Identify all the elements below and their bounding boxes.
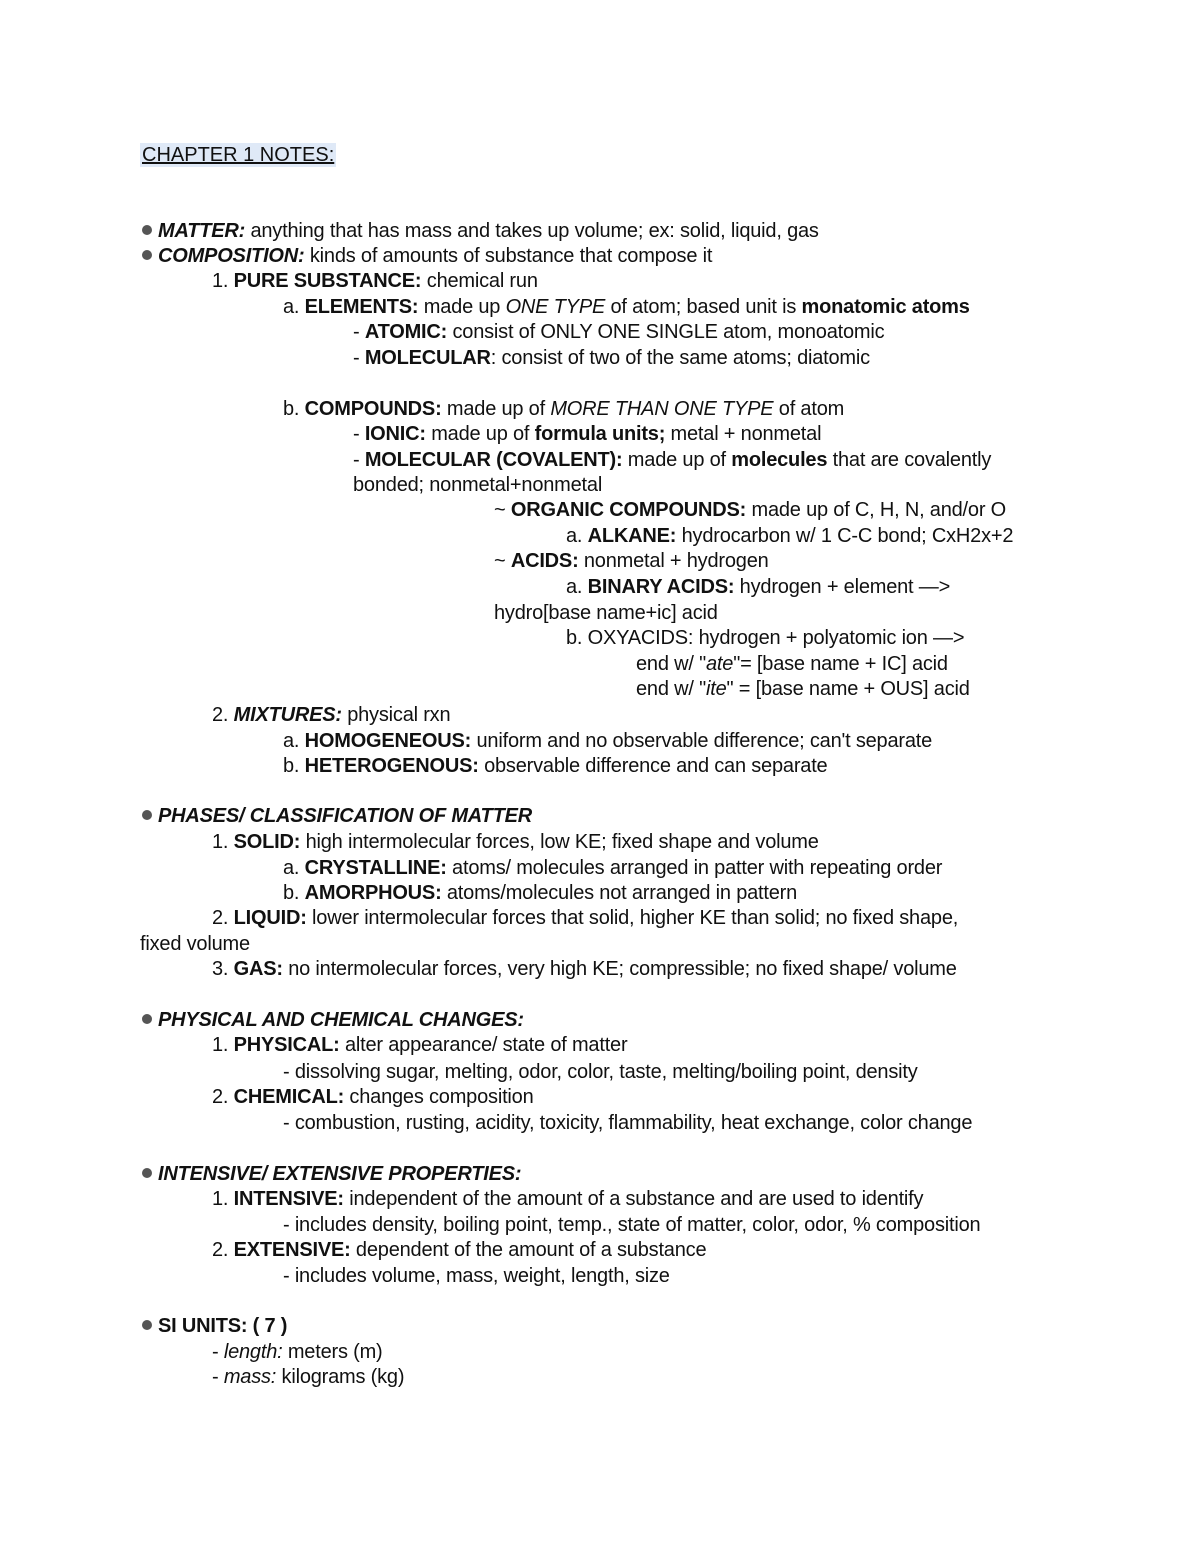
note-text: hydrogen + element —> [734,576,951,598]
note-text: - [353,321,365,343]
note-text: physical rxn [341,704,451,726]
note-text: - includes volume, mass, weight, length, size [283,1265,670,1287]
note-text: HETEROGENOUS: [304,755,479,777]
note-text: no intermolecular forces, very high KE; compressible; no fixed shape/ volume [282,958,957,980]
note-line [212,830,819,855]
note-text: INTENSIVE: [233,1188,344,1210]
note-text: end w/ " [636,653,706,675]
note-line [283,397,844,422]
bullet-icon [142,1168,152,1178]
note-text: - includes density, boiling point, temp., state of matter, color, odor, % composition [283,1214,981,1236]
note-text: b. [283,755,305,777]
note-text: alter appearance/ state of matter [339,1034,628,1056]
note-line [142,1008,524,1033]
note-text: MORE THAN ONE TYPE [550,398,774,420]
note-text: made up [418,296,506,318]
note-text: fixed volume [140,933,250,955]
note-line [636,652,948,677]
note-text: formula units; [534,423,666,445]
note-line [494,601,718,626]
note-line [494,498,1006,523]
note-text: ALKANE: [587,525,677,547]
note-line [283,1111,972,1136]
note-line [494,549,769,574]
note-line [212,906,958,931]
note-line [212,1365,404,1390]
note-text: that are covalently [827,449,992,471]
note-text: PURE SUBSTANCE: [233,270,422,292]
note-line [353,320,884,345]
note-text: nonmetal + hydrogen [578,550,769,572]
note-text: kilograms (kg) [276,1366,405,1388]
note-text: ite [705,678,727,700]
note-line [212,1033,627,1058]
note-line [566,626,964,651]
note-text: 2. [212,1086,234,1108]
note-line [142,244,712,269]
note-text: b. [283,882,305,904]
note-line [353,448,991,473]
note-text: ~ [494,499,511,521]
note-line [283,754,827,779]
note-text: a. [283,730,305,752]
note-text: - [353,347,365,369]
note-text: COMPOUNDS: [304,398,442,420]
note-text: BINARY ACIDS: [587,576,735,598]
note-text: GAS: [233,958,283,980]
note-text: 2. [212,1239,234,1261]
note-text: lower intermolecular forces that solid, higher KE than solid; no fixed shape, [306,907,959,929]
note-text: length: [223,1341,283,1363]
note-text: high intermolecular forces, low KE; fixed shape and volume [300,831,819,853]
note-text: AMORPHOUS: [304,882,442,904]
note-text: COMPOSITION: [158,245,305,267]
note-line [283,295,970,320]
note-line [636,677,970,702]
note-text: metal + nonmetal [665,423,822,445]
note-text: " = [base name + OUS] acid [726,678,970,700]
note-text: CRYSTALLINE: [304,857,447,879]
note-line [566,524,1013,549]
note-text: MOLECULAR (COVALENT): [364,449,623,471]
note-text: of atom [773,398,845,420]
note-text: independent of the amount of a substance and are used to identify [343,1188,924,1210]
note-text: changes composition [344,1086,534,1108]
note-text: hydrocarbon w/ 1 C-C bond; CxH2x+2 [676,525,1014,547]
bullet-icon [142,250,152,260]
note-text: 1. [212,831,234,853]
note-text: mass: [223,1366,277,1388]
note-line [283,1264,670,1289]
note-text: ate [705,653,734,675]
note-text: ONE TYPE [505,296,606,318]
bullet-icon [142,1320,152,1330]
note-line [283,1213,980,1238]
note-line [212,703,450,728]
note-text: made up of C, H, N, and/or O [746,499,1007,521]
note-line [353,422,821,447]
note-text: MIXTURES: [233,704,342,726]
note-text: of atom; based unit is [605,296,802,318]
note-text: - [212,1341,224,1363]
note-line [212,1085,534,1110]
note-text: : consist of two of the same atoms; diatomic [490,347,870,369]
note-text: 2. [212,704,234,726]
note-text: PHYSICAL AND CHEMICAL CHANGES: [158,1009,524,1031]
note-text: chemical run [421,270,538,292]
note-text: hydro[base name+ic] acid [494,602,718,624]
note-text: observable difference and can separate [478,755,828,777]
note-text: b. OXYACIDS: hydrogen + polyatomic ion —> [566,627,965,649]
note-text: - [212,1366,224,1388]
note-text: - [353,449,365,471]
note-text: PHASES/ CLASSIFICATION OF MATTER [158,805,532,827]
note-text: PHYSICAL: [233,1034,340,1056]
note-text: a. [283,296,305,318]
note-line [212,1340,383,1365]
note-line [142,1314,287,1339]
note-text: anything that has mass and takes up volume; ex: solid, liquid, gas [245,220,819,242]
note-text: made up of [622,449,732,471]
note-text: made up of [441,398,551,420]
note-text: - dissolving sugar, melting, odor, color, taste, melting/boiling point, density [283,1061,918,1083]
note-text: a. [566,576,588,598]
note-line [283,1060,918,1085]
note-line [212,269,538,294]
note-text: MOLECULAR [364,347,491,369]
note-line [212,957,957,982]
note-text: EXTENSIVE: [233,1239,351,1261]
note-text: dependent of the amount of a substance [350,1239,707,1261]
note-line [283,856,942,881]
bullet-icon [142,1014,152,1024]
note-line [566,575,950,600]
note-text: LIQUID: [233,907,307,929]
note-text: 2. [212,907,234,929]
note-text: ACIDS: [510,550,579,572]
note-line [212,1238,706,1263]
note-line [142,1162,521,1187]
note-line [212,1187,923,1212]
note-text: 1. [212,270,234,292]
note-text: uniform and no observable difference; can't separate [471,730,933,752]
bullet-icon [142,225,152,235]
note-text: ELEMENTS: [304,296,419,318]
note-text: - combustion, rusting, acidity, toxicity, flammability, heat exchange, color change [283,1112,973,1134]
note-text: consist of ONLY ONE SINGLE atom, monoatomic [447,321,885,343]
note-text: - [353,423,365,445]
note-text: a. [566,525,588,547]
note-text: ATOMIC: [364,321,448,343]
note-text: SOLID: [233,831,301,853]
note-line [142,804,532,829]
note-text: kinds of amounts of substance that compose it [304,245,713,267]
note-text: ORGANIC COMPOUNDS: [510,499,747,521]
note-text: made up of [425,423,535,445]
note-text: a. [283,857,305,879]
note-text: 1. [212,1034,234,1056]
page-title: CHAPTER 1 NOTES: [142,144,335,166]
note-text: SI UNITS: ( 7 ) [158,1315,288,1337]
note-text: end w/ " [636,678,706,700]
note-text: CHEMICAL: [233,1086,345,1108]
note-line [353,473,602,498]
note-text: bonded; nonmetal+nonmetal [353,474,603,496]
note-text: molecules [731,449,828,471]
note-line [283,729,932,754]
note-text: meters (m) [282,1341,383,1363]
note-text: atoms/ molecules arranged in patter with repeating order [446,857,943,879]
note-text: HOMOGENEOUS: [304,730,472,752]
note-text: ~ [494,550,511,572]
note-text: monatomic atoms [801,296,970,318]
note-line [353,346,870,371]
note-text: 1. [212,1188,234,1210]
note-text: INTENSIVE/ EXTENSIVE PROPERTIES: [158,1163,522,1185]
note-line [283,881,797,906]
bullet-icon [142,810,152,820]
note-line [142,219,819,244]
note-text: IONIC: [364,423,426,445]
note-text: MATTER: [158,220,246,242]
note-text: "= [base name + IC] acid [733,653,948,675]
note-line [140,932,250,957]
note-text: atoms/molecules not arranged in pattern [441,882,798,904]
note-text: 3. [212,958,234,980]
note-text: b. [283,398,305,420]
